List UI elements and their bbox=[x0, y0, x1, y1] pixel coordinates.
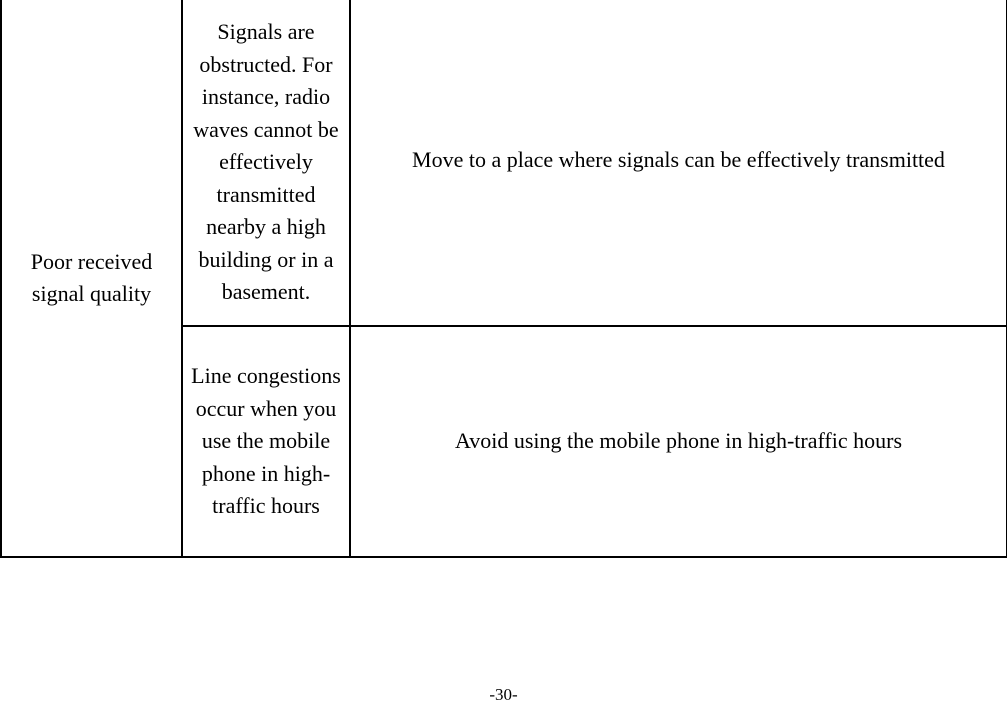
cause-cell: Line congestions occur when you use the mobile phone in high-traffic hours bbox=[182, 326, 350, 557]
solution-cell: Move to a place where signals can be effectively transmitted bbox=[350, 0, 1007, 326]
page-number: -30- bbox=[489, 685, 518, 704]
problem-cell: Poor received signal quality bbox=[1, 0, 182, 557]
solution-cell: Avoid using the mobile phone in high-traffic hours bbox=[350, 326, 1007, 557]
cause-cell: Signals are obstructed. For instance, radio waves cannot be effectively transmitted nearby a high building or in a basement. bbox=[182, 0, 350, 326]
table-row bbox=[1, 0, 1007, 326]
